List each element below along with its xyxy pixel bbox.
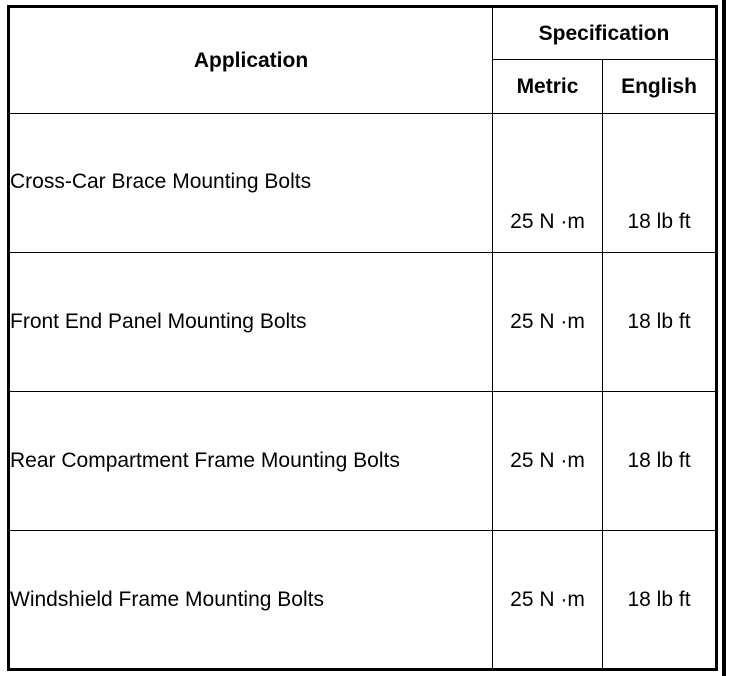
table-row: [9, 253, 717, 392]
header-metric: Metric: [493, 60, 603, 114]
header-application: Application: [9, 7, 493, 114]
row-english: 18 lb ft: [603, 392, 717, 531]
table-row: [9, 392, 717, 531]
row-application: Front End Panel Mounting Bolts: [9, 253, 493, 392]
header-english: English: [603, 60, 717, 114]
row-application: Windshield Frame Mounting Bolts: [9, 531, 493, 670]
table-row: [9, 531, 717, 670]
row-english: 18 lb ft: [603, 114, 717, 253]
fastener-specification-table: [7, 5, 718, 671]
row-metric: 25 N ·m: [493, 531, 603, 670]
table-row: [9, 114, 717, 253]
row-english: 18 lb ft: [603, 531, 717, 670]
row-english: 18 lb ft: [603, 253, 717, 392]
row-metric: 25 N ·m: [493, 114, 603, 253]
page-edge-rule: [722, 0, 726, 676]
row-application: Rear Compartment Frame Mounting Bolts: [9, 392, 493, 531]
row-application: Cross-Car Brace Mounting Bolts: [9, 114, 493, 253]
header-specification: Specification: [493, 7, 717, 60]
row-metric: 25 N ·m: [493, 253, 603, 392]
row-metric: 25 N ·m: [493, 392, 603, 531]
header-row-top: [9, 7, 717, 60]
